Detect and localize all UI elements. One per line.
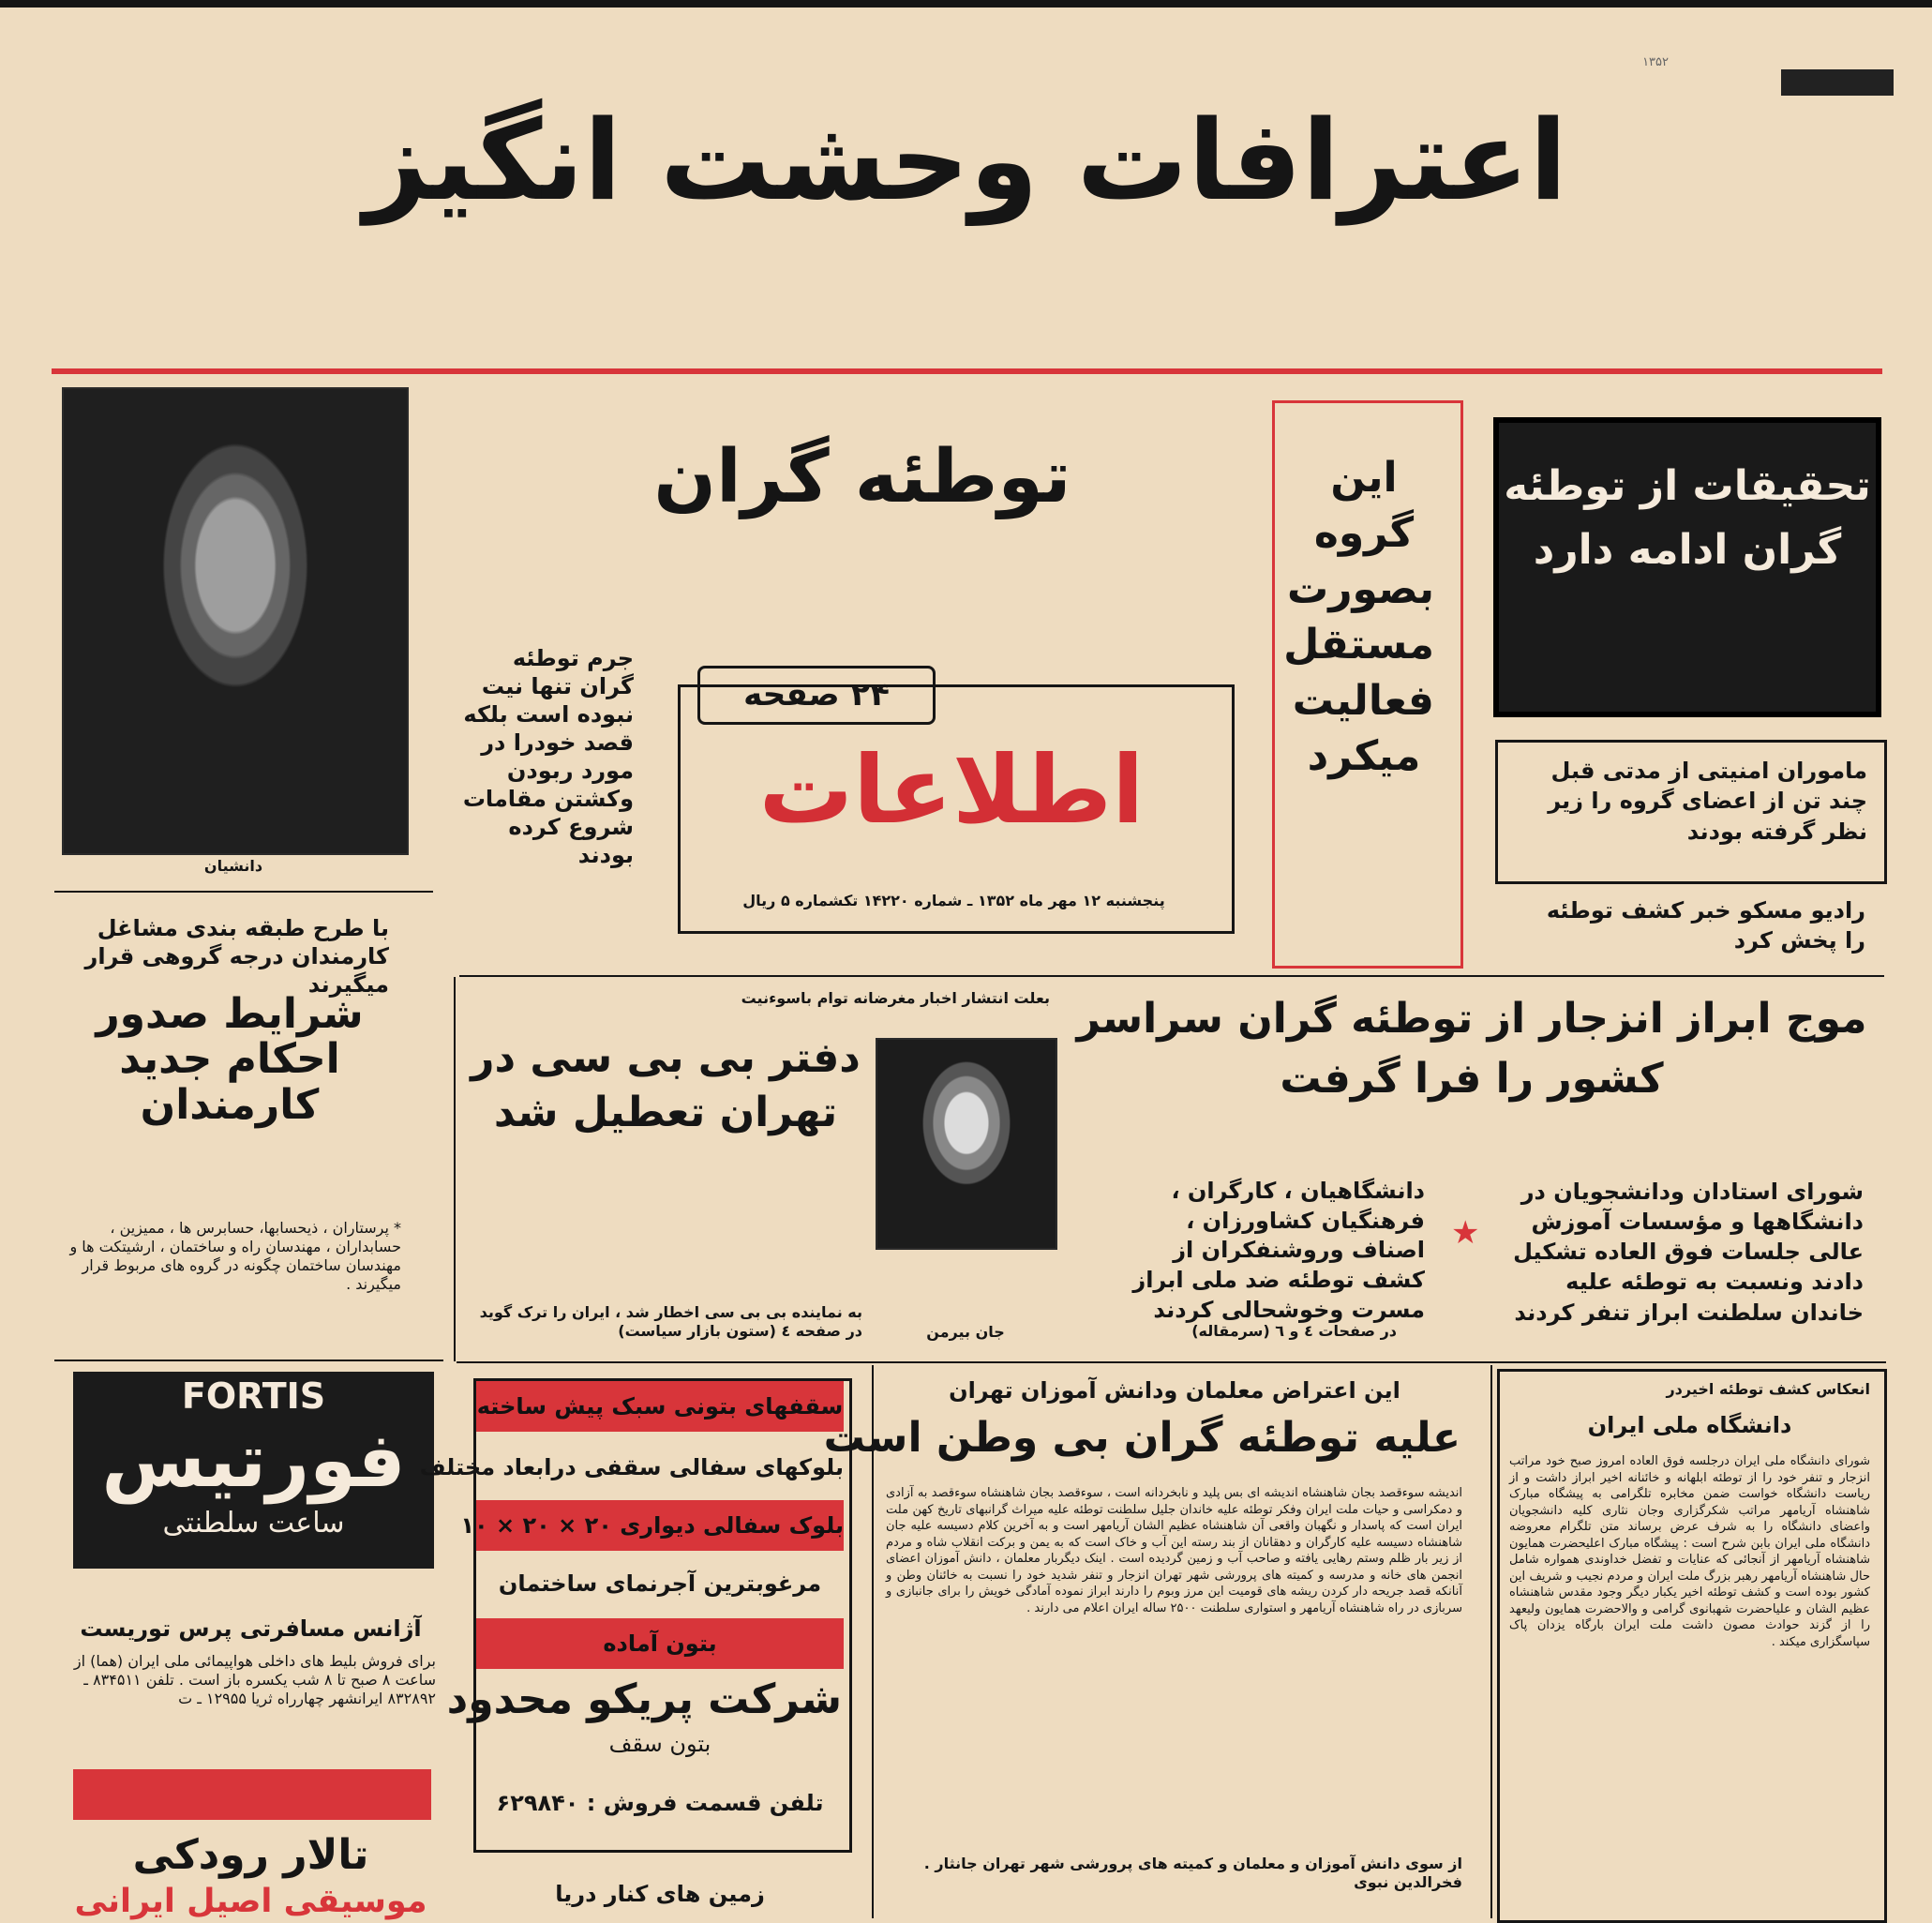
- left-kicker: با طرح طبقه بندی مشاغل کارمندان درجه گروهی قرار میگیرند: [84, 915, 389, 998]
- wave-pages-note: در صفحات ٤ و ٦ (سرمقاله): [1191, 1322, 1397, 1340]
- newspaper-name: اطلاعات: [758, 735, 1145, 845]
- radio-story: رادیو مسکو خبر کشف توطئه را پخش کرد: [1546, 897, 1865, 954]
- top-right-label: [1781, 69, 1894, 96]
- subheadline: توطئه گران: [653, 435, 1071, 519]
- main-headline: اعترافات وحشت انگیز: [364, 96, 1567, 225]
- teachers-kicker: این اعتراض معلمان ودانش آموزان تهران: [949, 1377, 1400, 1404]
- wave-left-text: دانشگاهیان ، کارگران ، فرهنگیان کشاورزان ، اصناف وروشنفکران از کشف توطئه ضد ملی ابراز مسرت وخوشحالی کردند: [1132, 1178, 1425, 1323]
- left-story-body: * پرستاران ، ذیحسابها، حسابرس ها ، ممیزین ، حسابداران ، مهندسان راه و ساختمان ، ارشیتکت ها و مهندسان ساختمان چگونه در گروه های مربوط قرار میگیرند .: [69, 1219, 401, 1293]
- concrete-line2: بلوکهای سفالی سقفی درابعاد مختلف: [419, 1454, 844, 1480]
- wave-headline: موج ابراز انزجار از توطئه گران سراسر کشور را فرا گرفت: [1076, 995, 1867, 1103]
- teachers-signature: از سوی دانش آموزان و معلمان و کمیته های پرورشی شهر تهران جانثار . فخرالدین نبوی: [923, 1855, 1462, 1891]
- top-edge-rule: [0, 0, 1932, 8]
- university-body: شورای دانشگاه ملی ایران درجلسه فوق العاده امروز صبح خود مراتب انزجار و تنفر خود را از توطئه ابلهانه و خائنانه اخیر ابراز داشت و از ریاست دانشگاه خواست ضمن مخابره تلگرامی به پیشگاه مبارک شاهنشاه آریامهر مراتب شکرگزاری وجان نثاری کلیه دانشجویان واعضای دانشگاه را به شرف عرض برساند متن تلگرام معروضه دانشگاه ملی ایران بابن شرح است : پیشگاه مبارک اعلیحضرت همایون شاهنشاه آریامهر از آنجائی که عنایات و تفضل خداوندی همواره شامل حال شاهنشاه آریامهر رهبر بزرگ ملت ایران و مردم نجیب و شریف این کشور بوده است و کشف توطئه اخیر یکبار دیگر وجود مقدس شاهنشاه عظیم الشان و علیاحضرت شهبانوی گرامی و والاحضرت همایون ولیعهد را از گزند حوادث مصون داشت ملت ایران بارگاه یزدان پاک سپاسگزاری میکند .: [1509, 1454, 1870, 1650]
- red-star-icon: ★: [1451, 1214, 1480, 1252]
- teachers-body: اندیشه سوءقصد بجان شاهنشاه اندیشه ای بس پلید و نابخردانه است ، سوءقصد بجان شاهنشاه سوءقصد به آزادی و دمکراسی و حیات ملت ایران وفکر توطئه علیه خاندان جلیل سلطنت توطئه علیه میراث گرانبهای تاریخ کهن ملت ایران است که پاسدار و نگهبان واقعی آن شاهنشاه عظیم الشان آریامهر است و به آخرین کلام دسیسه علیه جان شاهنشاه دسیسه علیه کارگران و دهقانان از بند رسته این آب و خاک است که به یمن و برکت انقلاب شاه و مردم از زیر بار ظلم وستم رهایی یافته و صاحب آب و زمین گردیده است . اینک دیگربار معلمان ، دانش آموزان اعضای انجمن های خانه و مدرسه و کمیته های پرورشی شهر تهران انزجار و تنفر شدید خود را نسبت به خائنان وطن و آنانکه قصد جریحه دار کردن ریشه های قومیت این مرز وبوم را دارند ابراز نموده آمادگی خویش را برای جانبازی و سربازی در راه شاهنشاه آریامهر و استواری سلطنت ۲۵۰۰ ساله ایران اعلام می دارند .: [886, 1486, 1462, 1615]
- concrete-line5: بتون آماده: [476, 1618, 844, 1669]
- left-vertical-rule: [454, 977, 456, 1361]
- fortis-latin: FORTIS: [181, 1375, 326, 1417]
- bbc-kicker: بعلت انتشار اخبار مغرضانه توام باسوءنیت: [741, 989, 1050, 1007]
- security-box-text: ماموران امنیتی از مدتی قبل چند تن از اعضای گروه را زیر نظر گرفته بودند: [1548, 758, 1867, 845]
- concrete-line4: مرغوبترین آجرنمای ساختمان: [498, 1570, 822, 1597]
- fortis-tagline: ساعت سلطنتی: [162, 1507, 345, 1540]
- concrete-line3: بلوک سفالی دیواری ۲۰ × ۲۰ × ۱۰: [476, 1500, 844, 1551]
- left-story-title: شرایط صدور احکام جدید کارمندان: [96, 990, 364, 1129]
- wave-right-text: شورای استادان ودانشجویان در دانشگاهها و مؤسسات آموزش عالی جلسات فوق العاده تشکیل دادند ونسبت به توطئه علیه خاندان سلطنت ابراز تنفر کردند: [1513, 1179, 1864, 1326]
- issue-line: پنجشنبه ۱۲ مهر ماه ۱۳۵۲ ـ شماره ۱۴۲۲۰ تکشماره ۵ ریال: [742, 892, 1165, 909]
- teachers-headline: علیه توطئه گران بی وطن است: [823, 1414, 1460, 1462]
- fortis-persian: فورتیس: [101, 1417, 406, 1504]
- university-headline: دانشگاه ملی ایران: [1587, 1412, 1792, 1438]
- headline-red-rule: [52, 368, 1882, 374]
- right-vertical-rule: [1490, 1365, 1492, 1918]
- coast-land-ad: زمین های کنار دریا: [555, 1881, 765, 1907]
- center-divider-2: [457, 1361, 1886, 1363]
- concrete-line1: سقفهای بتونی سبک پیش ساخته: [476, 1381, 844, 1432]
- bbc-photo: [876, 1038, 1057, 1250]
- center-divider-1: [459, 975, 1884, 977]
- roudaki-title: تالار رودکی: [132, 1831, 369, 1879]
- fortis-ad[interactable]: [73, 1372, 434, 1569]
- pages-badge-text: ۲۴ صفحه: [743, 676, 890, 714]
- suspect-photo: [62, 387, 409, 855]
- travel-agency-title: آژانس مسافرتی پرس توریست: [80, 1615, 422, 1642]
- left-divider-1: [54, 891, 433, 893]
- concrete-company: شرکت پریکو محدود: [446, 1675, 842, 1723]
- travel-agency-body: برای فروش بلیط های داخلی هواپیمائی ملی ایران (هما) از ساعت ۸ صبح تا ۸ شب یکسره باز است . تلفن ۸۳۴۵۱۱ ـ ۸۳۲۸۹۲ ایرانشهر چهارراه ثریا ۱۲۹۵۵ ـ ت: [73, 1652, 436, 1707]
- roudaki-red-bar: [73, 1769, 431, 1820]
- crime-story: جرم توطئه گران تنها نیت نبوده است بلکه قصد خودرا در مورد ربودن وکشتن مقامات شروع کرده بودند: [462, 645, 634, 868]
- university-kicker: انعکاس کشف توطئه اخیردر: [1666, 1380, 1870, 1398]
- bbc-photo-caption: جان بیرمن: [926, 1323, 1005, 1341]
- concrete-phone: تلفن قسمت فروش : ۶۲۹۸۴۰: [496, 1790, 824, 1816]
- investigation-box: تحقیقات از توطئه گران ادامه دارد: [1493, 417, 1881, 717]
- masthead-top-strip: ۱۳۵۲: [1642, 55, 1669, 69]
- roudaki-subtitle: موسیقی اصیل ایرانی: [74, 1883, 427, 1920]
- concrete-sub: بتون سقف: [608, 1731, 711, 1757]
- independent-box-text: این گروه بصورت مستقل فعالیت میکرد: [1283, 454, 1434, 780]
- bbc-headline: دفتر بی بی سی در تهران تعطیل شد: [471, 1034, 861, 1137]
- left-divider-2: [54, 1360, 443, 1361]
- suspect-photo-caption: دانشیان: [203, 857, 263, 875]
- bbc-body: به نماینده بی بی سی اخطار شد ، ایران را ترک گوید در صفحه ٤ (ستون بازار سیاست): [479, 1303, 862, 1340]
